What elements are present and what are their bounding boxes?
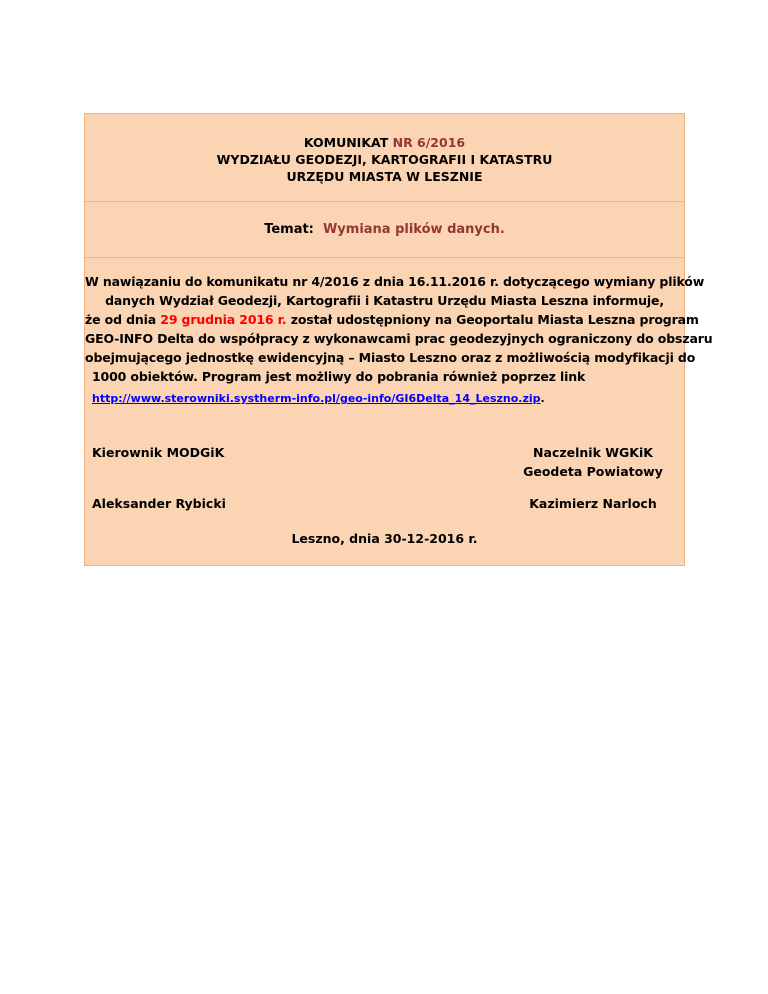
body-line-5: obejmującego jednostkę ewidencyjną – Miasto Leszno oraz z możliwością modyfikacji do: [85, 350, 696, 365]
notice-subject: [85, 221, 684, 238]
download-link-suffix: .: [540, 392, 545, 405]
body-line-2: danych Wydział Geodezji, Kartografii i Katastru Urzędu Miasta Leszna informuje,: [105, 293, 664, 308]
availability-date: 29 grudnia 2016 r.: [160, 312, 287, 327]
left-signatory-name: Aleksander Rybicki: [92, 496, 226, 511]
left-signatory-title: Kierownik MODGiK: [92, 445, 225, 460]
subject-value: Wymiana plików danych.: [322, 222, 505, 237]
notice-header-cell: [85, 114, 684, 202]
notice-office: URZĘDU MIASTA W LESZNIE: [286, 169, 483, 184]
notice-subject-cell: [85, 202, 684, 258]
notice-body-cell: [85, 258, 713, 567]
notice-table: [84, 113, 713, 566]
body-line-3: [85, 310, 699, 329]
body-line-4: GEO-INFO Delta do współpracy z wykonawcami prac geodezyjnych ograniczony do obszaru: [85, 331, 713, 346]
notice-department: WYDZIAŁU GEODEZJI, KARTOGRAFII I KATASTRU: [216, 152, 553, 167]
right-signatory-title-1: Naczelnik WGKiK: [533, 445, 653, 460]
body-line-1: W nawiązaniu do komunikatu nr 4/2016 z dnia 16.11.2016 r. dotyczącego wymiany plików: [85, 274, 705, 289]
notice-title: [85, 134, 684, 151]
right-signatory-title-2: Geodeta Powiatowy: [523, 464, 663, 479]
body-line-3-post: został udostępniony na Geoportalu Miasta Leszna program: [286, 312, 699, 327]
body-line-6: 1000 obiektów. Program jest możliwy do pobrania również poprzez link: [92, 369, 586, 384]
right-signatory-name: Kazimierz Narloch: [529, 496, 657, 511]
download-link-line: [92, 392, 545, 406]
notice-number: NR 6/2016: [392, 135, 466, 150]
notice-body-text: [85, 272, 713, 386]
download-link[interactable]: http://www.sterowniki.systherm-info.pl/geo-info/GI6Delta_14_Leszno.zip: [92, 392, 541, 405]
notice-title-prefix: KOMUNIKAT: [303, 135, 393, 150]
subject-label: Temat:: [264, 222, 314, 237]
body-line-3-pre: że od dnia: [85, 312, 161, 327]
place-and-date: Leszno, dnia 30-12-2016 r.: [291, 531, 478, 546]
